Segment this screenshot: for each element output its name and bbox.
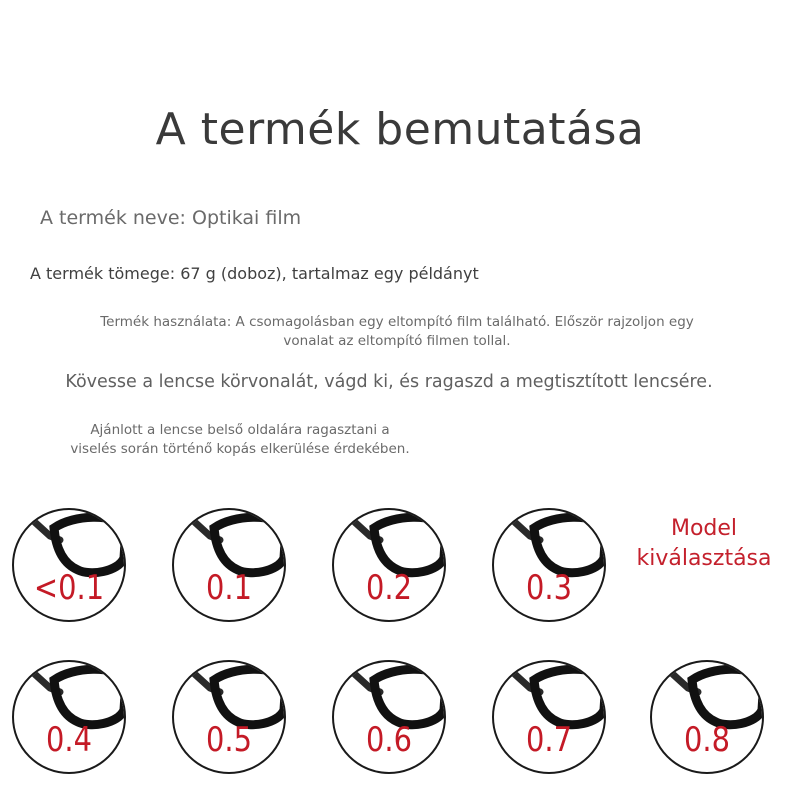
lens-value: 0.8 — [684, 720, 730, 760]
lens-option-2[interactable] — [332, 508, 446, 622]
product-name: A termék neve: Optikai film — [40, 207, 302, 229]
lens-option-7[interactable] — [492, 660, 606, 774]
lens-value: 0.4 — [46, 720, 92, 760]
lens-option-0[interactable] — [12, 508, 126, 622]
lens-option-5[interactable] — [172, 660, 286, 774]
lens-value: 0.3 — [526, 568, 572, 608]
lens-option-1[interactable] — [172, 508, 286, 622]
lens-value: 0.5 — [206, 720, 252, 760]
usage-line-2: vonalat az eltompító filmen tollal. — [283, 333, 511, 349]
recommend-line-2: viselés során történő kopás elkerülése érdekében. — [70, 441, 410, 457]
model-label-line-1: Model — [670, 516, 738, 541]
follow-instruction: Kövesse a lencse körvonalát, vágd ki, és ragaszd a megtisztított lencsére. — [65, 372, 713, 392]
lens-option-8[interactable] — [650, 660, 764, 774]
lens-option-3[interactable] — [492, 508, 606, 622]
lens-value: 0.6 — [366, 720, 412, 760]
model-label-line-2: kiválasztása — [636, 546, 772, 571]
lens-option-4[interactable] — [12, 660, 126, 774]
recommend-line-1: Ajánlott a lencse belső oldalára ragasztani a — [90, 422, 390, 438]
lens-value: 0.7 — [526, 720, 572, 760]
lens-value: 0.1 — [206, 568, 252, 608]
usage-line-1: Termék használata: A csomagolásban egy eltompító film található. Először rajzoljon egy — [100, 314, 694, 330]
model-selection-label — [622, 514, 786, 574]
recommendation-text — [30, 421, 450, 459]
lens-value: 0.2 — [366, 568, 412, 608]
lens-option-6[interactable] — [332, 660, 446, 774]
product-weight: A termék tömege: 67 g (doboz), tartalmaz egy példányt — [30, 264, 479, 283]
lens-value: <0.1 — [33, 568, 105, 608]
usage-text — [0, 313, 794, 351]
page-title: A termék bemutatása — [155, 104, 645, 155]
